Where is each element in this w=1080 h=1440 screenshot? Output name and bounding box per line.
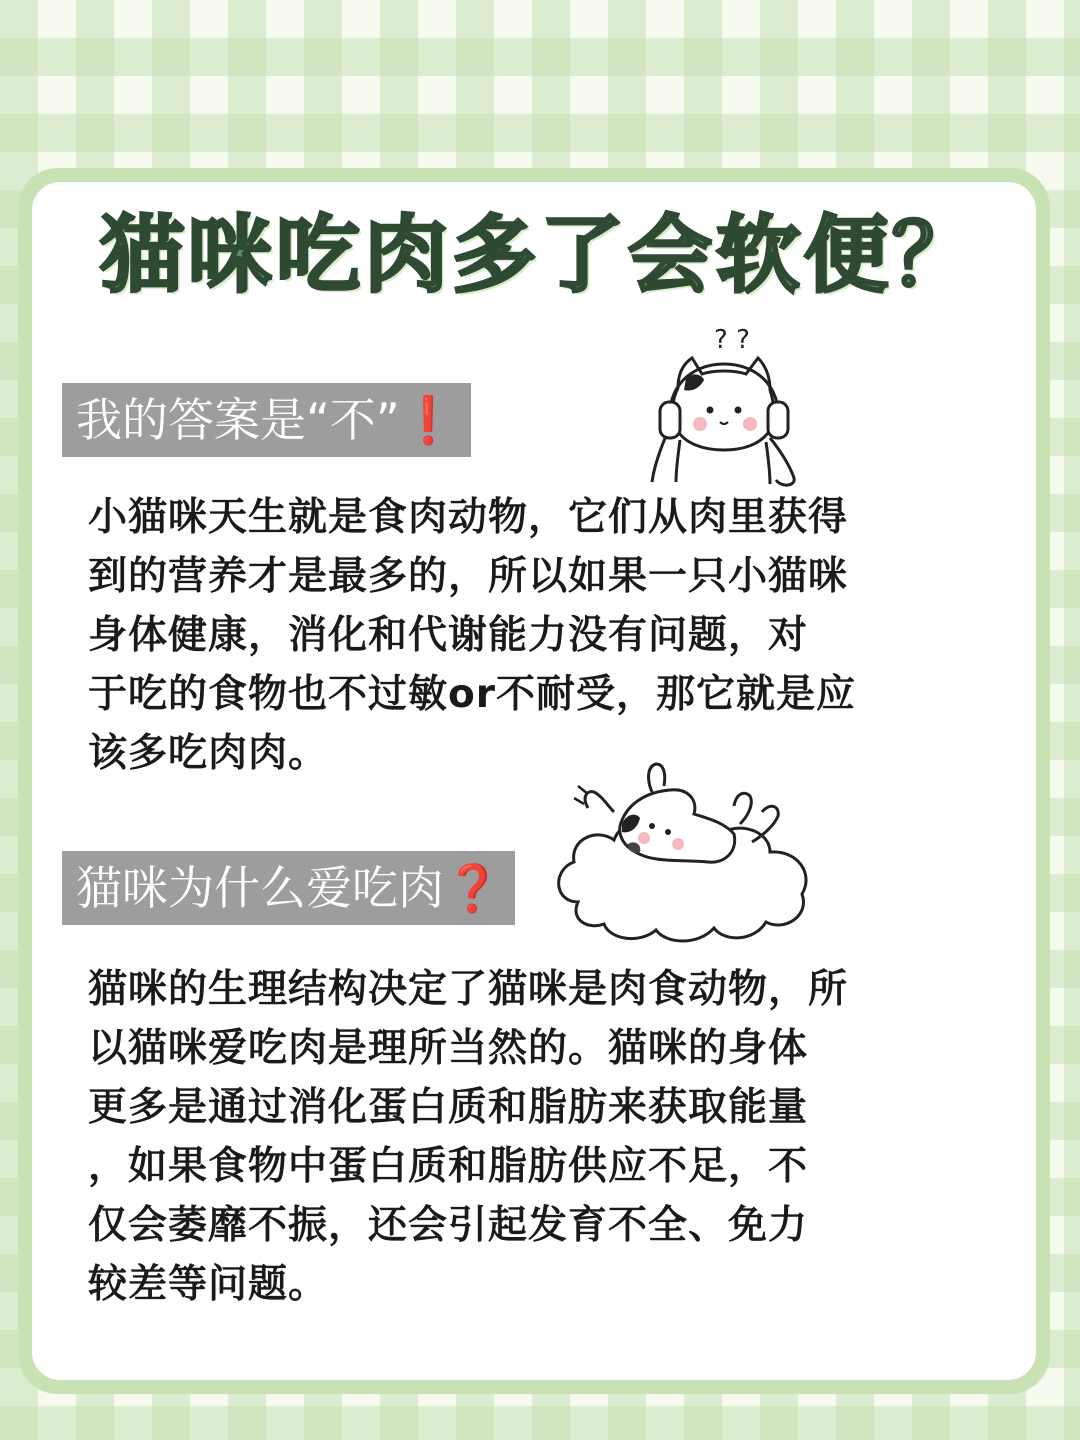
answer-line: 到的营养才是最多的，所以如果一只小猫咪: [88, 554, 849, 599]
confused-cat-icon: [630, 318, 820, 498]
cat-on-cloud-icon: [548, 752, 824, 948]
section-label-text: 我的答案是“不”: [76, 393, 400, 447]
section-label-why: [62, 851, 515, 925]
question-marks: ? ?: [714, 325, 750, 355]
section-label-answer: [62, 383, 471, 457]
exclamation-icon: ❗: [399, 393, 457, 447]
why-line: 以猫咪爱吃肉是理所当然的。猫咪的身体: [88, 1026, 809, 1071]
answer-line: 身体健康，消化和代谢能力没有问题，对: [88, 613, 809, 658]
answer-line: 小猫咪天生就是食肉动物，它们从肉里获得: [88, 495, 849, 540]
why-line: 较差等问题。: [88, 1262, 329, 1307]
page-title: 猫咪吃肉多了会软便？: [99, 206, 980, 304]
answer-line: 于吃的食物也不过敏or不耐受，那它就是应: [88, 672, 857, 717]
section-label-text: 猫咪为什么爱吃肉: [76, 861, 444, 915]
question-icon: ❓: [444, 861, 502, 915]
why-line: 猫咪的生理结构决定了猫咪是肉食动物，所: [88, 967, 849, 1012]
why-paragraph: [88, 960, 998, 1314]
why-line: 更多是通过消化蛋白质和脂肪来获取能量: [88, 1085, 809, 1130]
answer-line: 该多吃肉肉。: [88, 731, 329, 776]
why-line: ，如果食物中蛋白质和脂肪供应不足，不: [88, 1144, 809, 1189]
why-line: 仅会萎靡不振，还会引起发育不全、免力: [88, 1203, 809, 1248]
answer-paragraph: [88, 488, 998, 783]
